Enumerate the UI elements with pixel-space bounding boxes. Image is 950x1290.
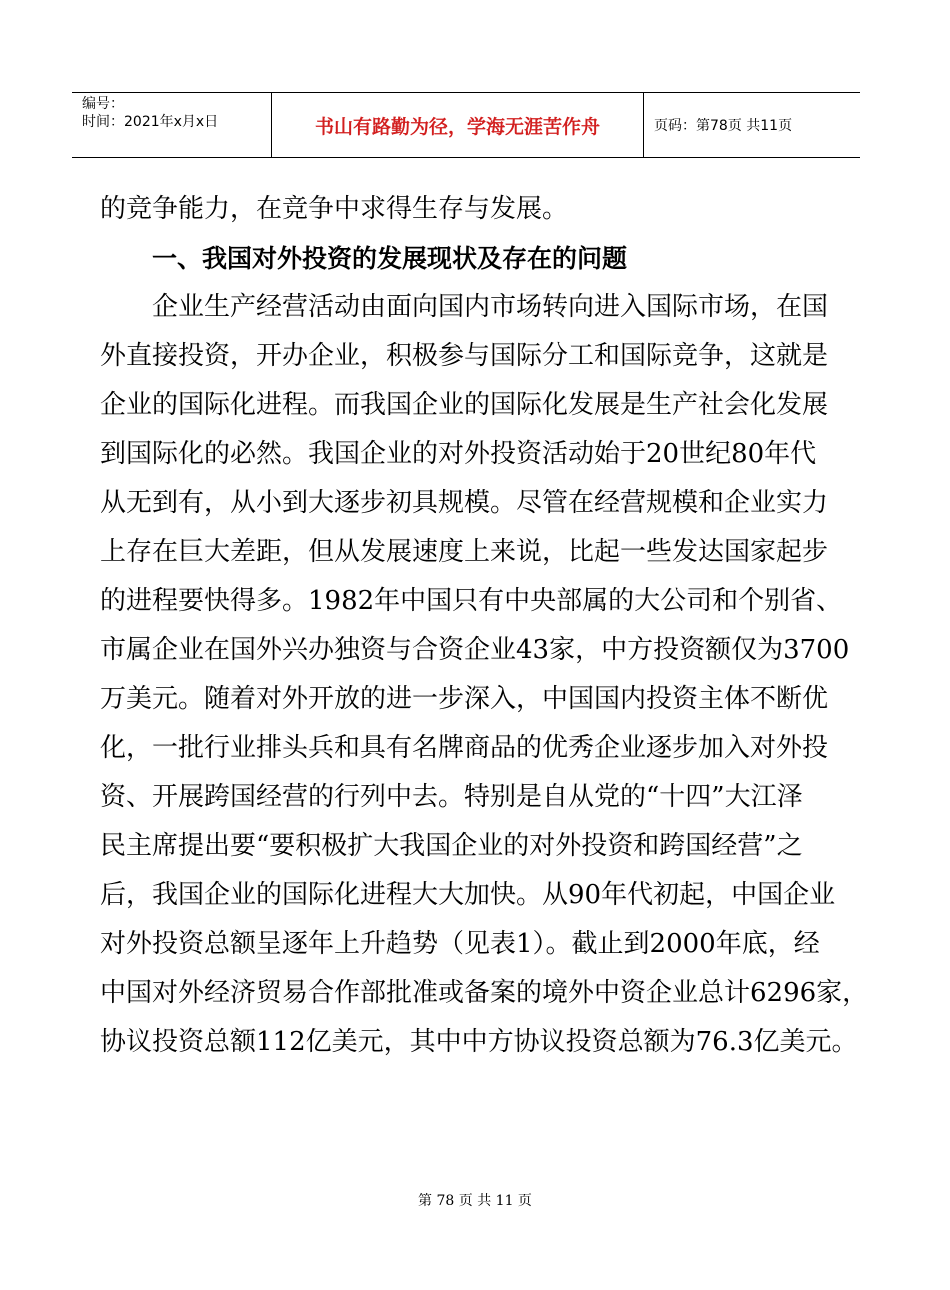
body-line: 企业生产经营活动由面向国内市场转向进入国际市场，在国 (152, 292, 829, 322)
body-line: 协议投资总额112亿美元，其中中方协议投资总额为76.3亿美元。 (100, 1027, 858, 1057)
body-line: 民主席提出要“要积极扩大我国企业的对外投资和跨国经营”之 (100, 831, 803, 861)
document-body (100, 185, 869, 1067)
page-header (72, 92, 860, 158)
body-line: 市属企业在国外兴办独资与合资企业43家，中方投资额仅为3700 (100, 635, 850, 665)
body-line: 到国际化的必然。我国企业的对外投资活动始于20世纪80年代 (100, 439, 817, 469)
body-line: 资、开展跨国经营的行列中去。特别是自从党的“十四”大江泽 (100, 782, 803, 812)
document-time-label: 时间：2021年x月x日 (82, 114, 219, 130)
section-heading: 一、我国对外投资的发展现状及存在的问题 (152, 244, 628, 273)
page-footer: 第 78 页 共 11 页 (418, 1193, 532, 1209)
body-line: 后，我国企业的国际化进程大大加快。从90年代初起，中国企业 (100, 880, 836, 910)
body-line: 对外投资总额呈逐年上升趋势（见表1）。截止到2000年底，经 (100, 929, 820, 959)
body-line: 上存在巨大差距，但从发展速度上来说，比起一些发达国家起步 (100, 537, 829, 567)
body-line: 企业的国际化进程。而我国企业的国际化发展是生产社会化发展 (100, 390, 829, 420)
body-line: 从无到有，从小到大逐步初具规模。尽管在经营规模和企业实力 (100, 488, 829, 518)
header-motto: 书山有路勤为径，学海无涯苦作舟 (272, 93, 644, 157)
body-line: 的进程要快得多。1982年中国只有中央部属的大公司和个别省、 (100, 586, 843, 616)
body-line: 中国对外经济贸易合作部批准或备案的境外中资企业总计6296家， (100, 978, 869, 1008)
document-number-label: 编号： (82, 96, 124, 112)
body-line: 外直接投资，开办企业，积极参与国际分工和国际竞争，这就是 (100, 341, 829, 371)
body-line: 万美元。随着对外开放的进一步深入，中国国内投资主体不断优 (100, 684, 829, 714)
header-meta (72, 93, 272, 157)
body-line: 化，一批行业排头兵和具有名牌商品的优秀企业逐步加入对外投 (100, 733, 829, 763)
header-page-info: 页码：第78页 共11页 (654, 118, 793, 134)
body-line: 的竞争能力，在竞争中求得生存与发展。 (100, 194, 569, 224)
